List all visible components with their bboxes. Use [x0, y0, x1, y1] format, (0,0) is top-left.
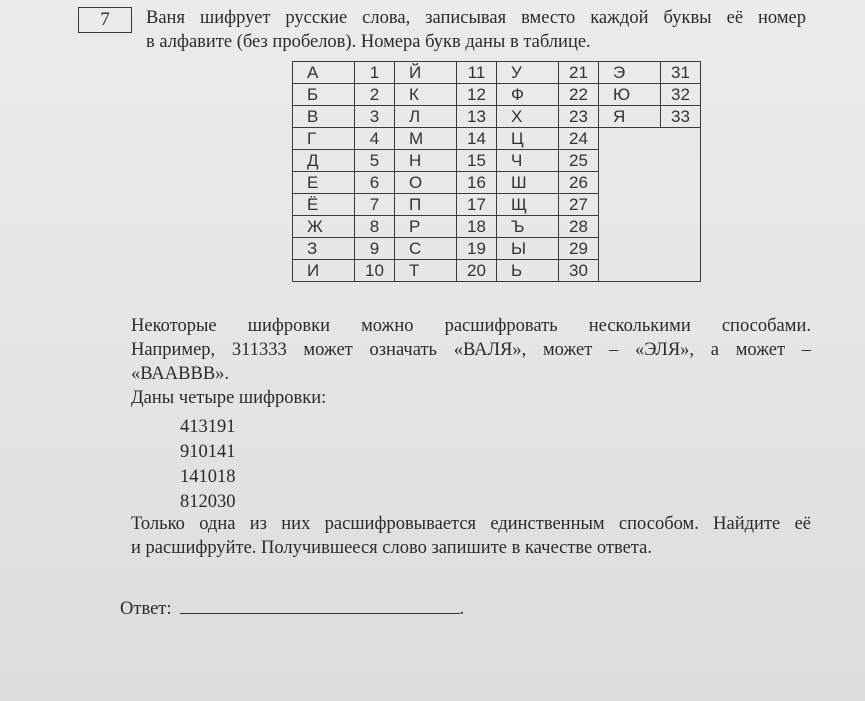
letter-cell: Б [293, 84, 355, 106]
number-cell: 23 [559, 106, 599, 128]
number-cell: 3 [355, 106, 395, 128]
number-cell: 11 [457, 62, 497, 84]
number-cell: 21 [559, 62, 599, 84]
intro-line-2: в алфавите (без пробелов). Номера букв даны в таблице. [146, 32, 591, 52]
letter-cell: Н [395, 150, 457, 172]
task-line-2: и расшифруйте. Получившееся слово запишите в качестве ответа. [131, 538, 652, 558]
letter-cell: Ф [497, 84, 559, 106]
task-line-1: Только одна из них расшифровывается единственным способом. Найдите её [131, 514, 811, 534]
code-item: 141018 [180, 467, 236, 487]
letter-cell: Р [395, 216, 457, 238]
letter-cell: Й [395, 62, 457, 84]
letter-cell: Ч [497, 150, 559, 172]
explanation-line-3: «ВААВВВ». [131, 364, 230, 384]
number-cell: 15 [457, 150, 497, 172]
number-cell: 12 [457, 84, 497, 106]
letter-cell: Ъ [497, 216, 559, 238]
number-cell: 1 [355, 62, 395, 84]
letter-cell: Ж [293, 216, 355, 238]
number-cell: 6 [355, 172, 395, 194]
number-cell: 13 [457, 106, 497, 128]
letter-cell: Ы [497, 238, 559, 260]
letter-cell: И [293, 260, 355, 282]
number-cell: 16 [457, 172, 497, 194]
number-cell: 24 [559, 128, 599, 150]
number-cell: 30 [559, 260, 599, 282]
number-cell: 8 [355, 216, 395, 238]
number-cell: 14 [457, 128, 497, 150]
letter-cell: Д [293, 150, 355, 172]
letter-cell: Ю [599, 84, 661, 106]
code-item: 812030 [180, 492, 236, 512]
codes-list [180, 415, 236, 515]
explanation-line-1: Некоторые шифровки можно расшифровать несколькими способами. [131, 316, 811, 336]
letter-cell: Л [395, 106, 457, 128]
number-cell: 19 [457, 238, 497, 260]
question-intro [146, 6, 806, 54]
table-row [293, 106, 701, 128]
number-cell: 4 [355, 128, 395, 150]
letter-cell: В [293, 106, 355, 128]
number-cell: 31 [661, 62, 701, 84]
number-cell: 20 [457, 260, 497, 282]
number-cell: 25 [559, 150, 599, 172]
letter-cell: У [497, 62, 559, 84]
alphabet-table [292, 61, 701, 282]
code-item: 413191 [180, 417, 236, 437]
letter-cell: Ц [497, 128, 559, 150]
answer-label: Ответ: [120, 599, 172, 619]
letter-cell: С [395, 238, 457, 260]
number-cell: 18 [457, 216, 497, 238]
letter-cell: Щ [497, 194, 559, 216]
number-cell: 7 [355, 194, 395, 216]
number-cell: 5 [355, 150, 395, 172]
number-cell: 27 [559, 194, 599, 216]
letter-cell: К [395, 84, 457, 106]
explanation-line-2: Например, 311333 может означать «ВАЛЯ», может – «ЭЛЯ», а может – [131, 340, 811, 360]
number-cell: 29 [559, 238, 599, 260]
explanation-line-4: Даны четыре шифровки: [131, 388, 327, 408]
question-number: 7 [78, 7, 132, 33]
letter-cell: Т [395, 260, 457, 282]
table-row [293, 128, 701, 150]
letter-cell: Г [293, 128, 355, 150]
letter-cell: М [395, 128, 457, 150]
number-cell: 22 [559, 84, 599, 106]
number-cell: 2 [355, 84, 395, 106]
answer-row [120, 597, 464, 620]
number-cell: 28 [559, 216, 599, 238]
empty-cell [599, 128, 701, 282]
intro-line-1: Ваня шифрует русские слова, записывая вместо каждой буквы её номер [146, 8, 806, 28]
table-row [293, 62, 701, 84]
letter-cell: О [395, 172, 457, 194]
letter-cell: Ё [293, 194, 355, 216]
number-cell: 26 [559, 172, 599, 194]
letter-cell: А [293, 62, 355, 84]
number-cell: 17 [457, 194, 497, 216]
number-cell: 33 [661, 106, 701, 128]
number-cell: 10 [355, 260, 395, 282]
answer-end: . [459, 599, 465, 619]
letter-cell: Ь [497, 260, 559, 282]
letter-cell: Я [599, 106, 661, 128]
task-text [131, 512, 811, 560]
number-cell: 9 [355, 238, 395, 260]
letter-cell: Э [599, 62, 661, 84]
table-row [293, 84, 701, 106]
number-cell: 32 [661, 84, 701, 106]
letter-cell: Х [497, 106, 559, 128]
letter-cell: З [293, 238, 355, 260]
explanation [131, 314, 811, 410]
answer-field[interactable] [180, 597, 460, 614]
letter-cell: Ш [497, 172, 559, 194]
letter-cell: П [395, 194, 457, 216]
code-item: 910141 [180, 442, 236, 462]
letter-cell: Е [293, 172, 355, 194]
